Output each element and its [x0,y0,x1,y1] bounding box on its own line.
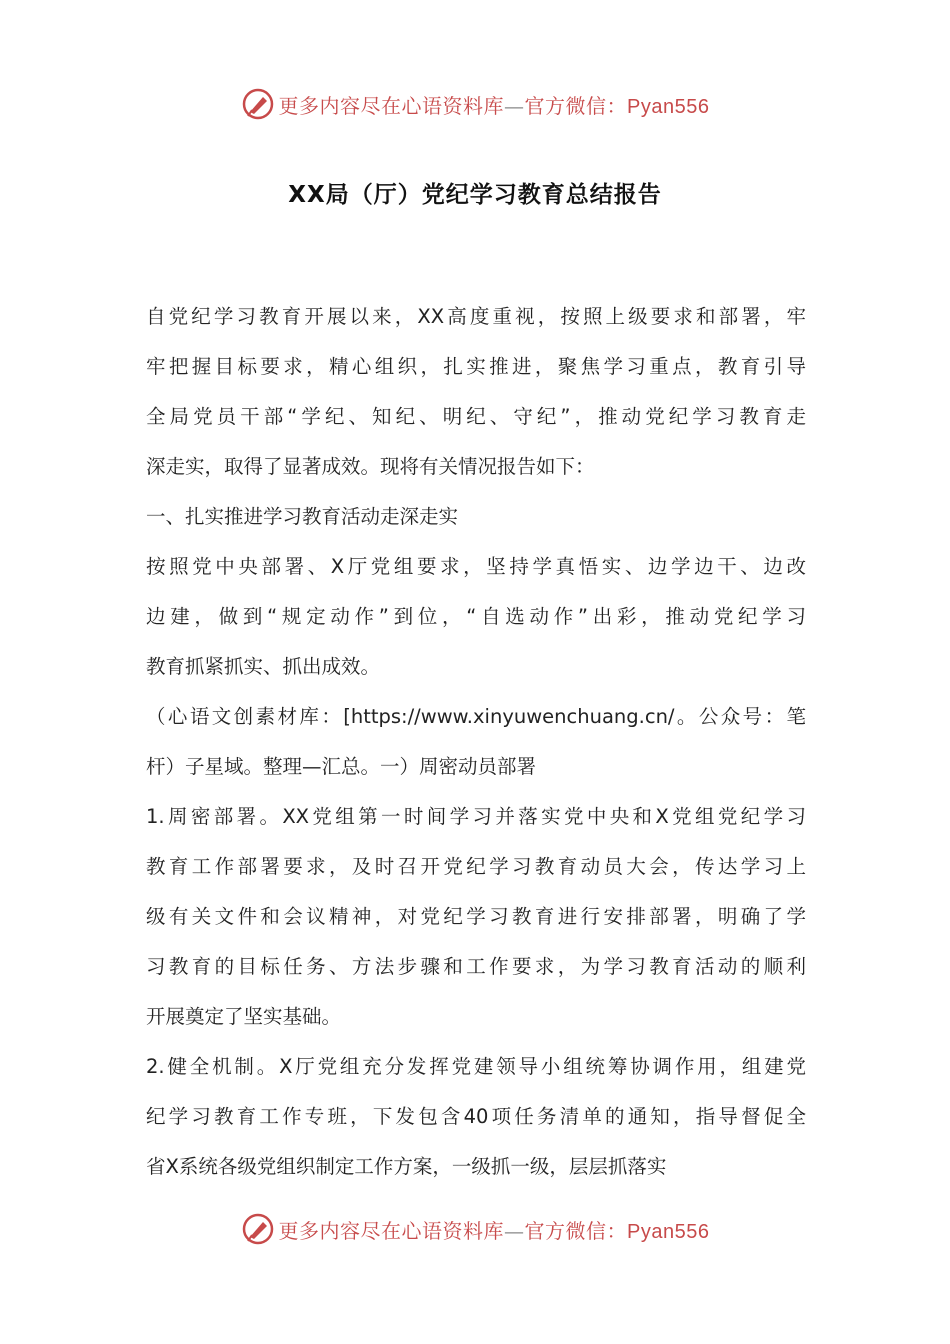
watermark-wechat-label: 官方微信： [524,93,628,118]
document-title: XX局（厅）党纪学习教育总结报告 [288,182,662,208]
watermark-text [279,1215,710,1244]
body-line: 全局党员干部“学纪、知纪、明纪、守纪”，推动党纪学习教育走 [146,405,806,428]
watermark-main: 更多内容尽在心语资料库 [278,1218,505,1243]
body-line: 省X系统各级党组织制定工作方案，一级抓一级，层层抓落实 [146,1155,667,1178]
body-line: 教育抓紧抓实、抓出成效。 [146,655,381,678]
body-line: 2.健全机制。X厅党组充分发挥党建领导小组统筹协调作用，组建党 [146,1055,806,1078]
body-line: 教育工作部署要求，及时召开党纪学习教育动员大会，传达学习上 [146,855,806,878]
body-line: 杆）子星域。整理—汇总。一）周密动员部署 [146,755,537,778]
watermark-main: 更多内容尽在心语资料库 [278,93,505,118]
pen-nib-logo-icon [241,87,275,121]
body-line: 级有关文件和会议精神，对党纪学习教育进行安排部署，明确了学 [146,905,806,928]
body-line: 牢把握目标要求，精心组织，扎实推进，聚焦学习重点，教育引导 [146,355,806,378]
watermark-separator: — [504,1218,525,1243]
watermark-separator: — [504,93,525,118]
body-line: 习教育的目标任务、方法步骤和工作要求，为学习教育活动的顺利 [146,955,806,978]
section-heading: 一、扎实推进学习教育活动走深走实 [146,505,459,528]
body-line: （心语文创素材库：[https://www.xinyuwenchuang.cn/。公众号：笔 [146,705,806,728]
body-line: 深走实，取得了显著成效。现将有关情况报告如下： [146,455,595,478]
watermark-wechat-label: 官方微信： [524,1218,628,1243]
body-line: 边建，做到“规定动作”到位，“自选动作”出彩，推动党纪学习 [146,605,806,628]
pen-nib-logo-icon [241,1212,275,1246]
watermark-wechat-id: Pyan556 [627,1220,710,1243]
header-watermark-banner [0,84,950,124]
body-line: 自党纪学习教育开展以来，XX高度重视，按照上级要求和部署，牢 [146,305,806,328]
watermark-wechat-id: Pyan556 [627,95,710,118]
watermark-text [279,90,710,119]
footer-watermark-banner [0,1209,950,1249]
body-line: 开展奠定了坚实基础。 [146,1005,342,1028]
document-body [146,292,806,1192]
body-line: 1.周密部署。XX党组第一时间学习并落实党中央和X党组党纪学习 [146,805,806,828]
body-line: 纪学习教育工作专班，下发包含40项任务清单的通知，指导督促全 [146,1105,806,1128]
body-line: 按照党中央部署、X厅党组要求，坚持学真悟实、边学边干、边改 [146,555,806,578]
